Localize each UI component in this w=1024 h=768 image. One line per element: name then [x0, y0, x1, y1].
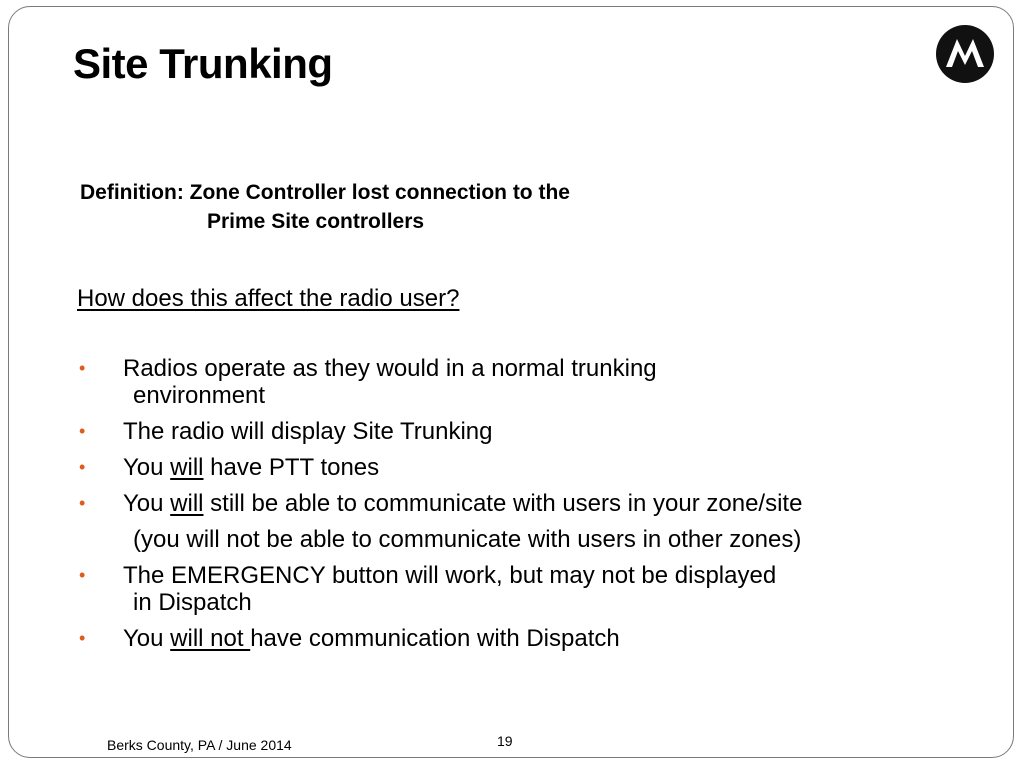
bullet-3-text: [123, 454, 802, 481]
bullet-6-pre: You: [123, 625, 171, 652]
bullet-4-pre: You: [123, 490, 171, 517]
bullet-dot: •: [79, 457, 86, 477]
bullet-5-line-1: The EMERGENCY button will work, but may not be displayed: [123, 562, 777, 589]
motorola-logo-icon: [935, 24, 995, 84]
bullet-item: [75, 418, 802, 445]
bullet-dot: •: [79, 565, 86, 585]
slide-title: Site Trunking: [73, 40, 333, 87]
definition-line-1: Definition: Zone Controller lost connection to the: [80, 181, 570, 204]
bullet-4-post: still be able to communicate with users in your zone/site: [203, 490, 803, 517]
bullet-dot: •: [79, 358, 86, 378]
bullet-item: [75, 355, 802, 409]
footer-text: Berks County, PA / June 2014: [107, 737, 292, 753]
bullet-3-post: have PTT tones: [203, 454, 380, 481]
bullet-5-line-2: in Dispatch: [133, 589, 252, 616]
bullet-3-pre: You: [123, 454, 171, 481]
bullet-6-post: have communication with Dispatch: [250, 625, 620, 652]
question-heading: How does this affect the radio user?: [77, 285, 460, 312]
bullet-list: [75, 355, 802, 652]
bullet-dot: •: [79, 493, 86, 513]
bullet-item: [75, 454, 802, 481]
bullet-2-text: The radio will display Site Trunking: [123, 418, 493, 445]
bullet-6-emphasis: will not: [170, 625, 251, 652]
definition-line-2: Prime Site controllers: [207, 210, 425, 233]
bullet-item: [75, 562, 802, 616]
definition: [80, 178, 570, 236]
bullet-item: [75, 625, 802, 652]
bullet-item: [75, 490, 802, 553]
bullet-4-emphasis: will: [170, 490, 204, 517]
bullet-4-line-2: (you will not be able to communicate with users in other zones): [133, 526, 802, 553]
page-number: 19: [497, 733, 513, 749]
bullet-6-text: [123, 625, 802, 652]
bullet-4-text: [123, 490, 802, 517]
bullet-3-emphasis: will: [170, 454, 204, 481]
bullet-1-line-1: Radios operate as they would in a normal trunking: [123, 355, 657, 382]
bullet-1-line-2: environment: [133, 382, 266, 409]
bullet-dot: •: [79, 628, 86, 648]
bullet-dot: •: [79, 421, 86, 441]
